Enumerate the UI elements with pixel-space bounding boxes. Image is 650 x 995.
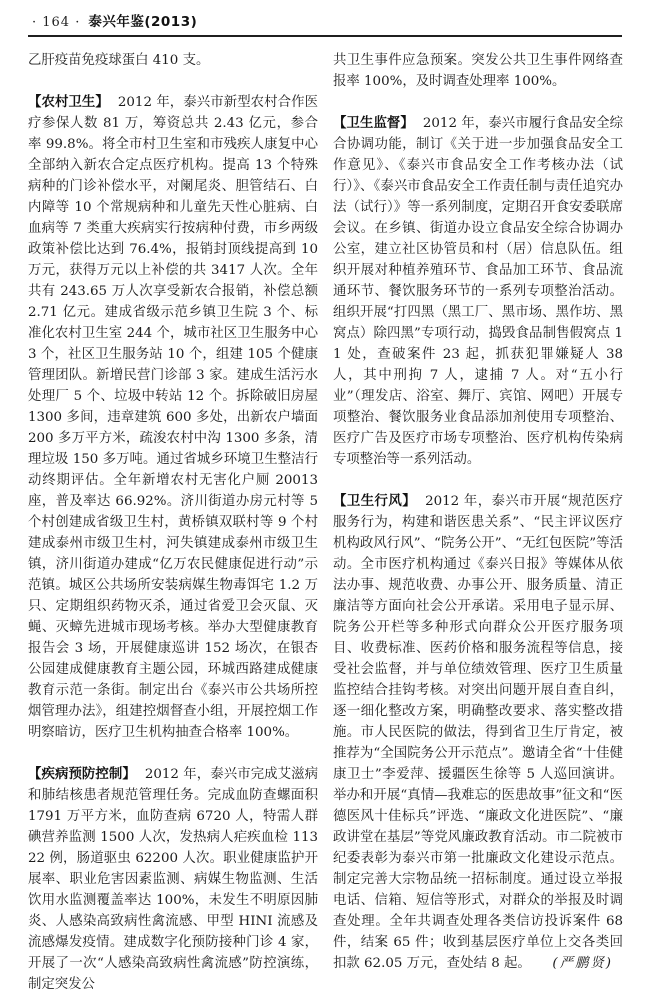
paragraph-text: 乙肝疫苗免疫球蛋白 410 支。 [28,53,210,68]
entry-title: 【卫生监督】 [333,116,414,131]
entry-text: 2012 年，泰兴市新型农村合作医疗参保人数 81 万，筹资总共 2.43 亿元，参合率 99.8%。将全市村卫生室和市残疾人康复中心全部纳入新农合定点医疗机构。提高 13 个特殊病种的门诊补偿水平，对阑尾炎、胆管结石、白内障等 10 个常规病种和儿童先天性心脏病、白血病等 7 类重大疾病实行按病种付费，市乡两级政策补偿比达到 76.4%，报销封顶线提高到 10 万元，获得万元以上补偿的共 3417 人次。全年共有 243.65 万人次享受新农合报销，补偿总额 2.71 亿元。建成省级示范乡镇卫生院 3 个、标准化农村卫生室 244 个，城市社区卫生服务中心 3 个，社区卫生服务站 10 个，组建 105 个健康管理团队。新增民营门诊部 3 家。建成生活污水处理厂 5 个、垃圾中转站 12 个。拆除破旧房屋 1300 多间，违章建筑 600 多处，出新农户墙面 200 多万平方米，疏浚农村中沟 1300 多条，清理垃圾 150 多万吨。通过省城乡环境卫生整洁行动终期评估。全年新增农村无害化户厕 20013 座，普及率达 66.92%。济川街道办房元村等 5 个村创建成省级卫生村，黄桥镇双联村等 9 个村建成泰州市级卫生村，河失镇建成泰州市级卫生镇，济川街道办建成“亿万农民健康促进行动”示范镇。城区公共场所安装病媒生物毒饵宅 1.2 万只、定期组织药物灭杀，通过省爱卫会灭鼠、灭蝇、灭蟑先进城市现场考核。举办大型健康教育报告会 3 场，开展健康巡讲 152 场次，在银杏公园建成健康教育主题公园，环城西路建成健康教育示范一条街。制定出台《泰兴市公共场所控烟管理办法》，组建控烟督查小组，开展控烟工作明察暗访，医疗卫生机构抽查合格率 100%。 [28,95,318,740]
entry-disease-prevention [28,764,318,995]
entry-health-conduct [333,491,623,974]
page-header [28,7,622,35]
entry-title: 【卫生行风】 [333,494,417,509]
entry-text: 2012 年，泰兴市完成艾滋病和肺结核患者规范管理任务。完成血防查螺面积 1791 万平方米，血防查病 6720 人，特需人群碘营养监测 1500 人次，发热病人疟疾血检 11322 例，肠道驱虫 62200 人次。职业健康监护开展率、职业危害因素监测、病媒生物监测、生活饮用水监测覆盖率达 100%，未发生不明原因肺炎、人感染高致病性禽流感、甲型 HINI 流感及流感爆发疫情。建成数字化预防接种门诊 4 家，开展了一次“人感染高致病性禽流感”防控演练，制定突发公 [28,767,319,992]
two-column-body [28,50,622,995]
paragraph-continuation [28,50,318,71]
book-title: 泰兴年鉴(2013) [88,14,198,30]
paragraph-continuation [333,50,623,92]
entry-text: 2012 年，泰兴市开展“规范医疗服务行为，构建和谐医患关系”、“民主评议医疗机构政风行风”、“院务公开”、“无红包医院”等活动。全市医疗机构通过《泰兴日报》等媒体从依法办事、规范收费、办事公开、服务质量、清正廉洁等方面向社会公开承诺。采用电子显示屏、院务公开栏等多种形式向群众公开医疗服务项目、收费标准、医药价格和服务流程等信息，接受社会监督，并与单位绩效管理、医疗卫生质量监控结合挂钩考核。对突出问题开展自查自纠，逐一细化整改方案，明确整改要求、落实整改措施。市人民医院的做法，得到省卫生厅肯定，被推荐为“全国院务公开示范点”。邀请全省“十佳健康卫士”李爱萍、援疆医生徐等 5 人巡回演讲。举办和开展“真情—我难忘的医患故事”征文和“医德医风十佳标兵”评选、“廉政文化进医院”、“廉政讲堂在基层”等党风廉政教育活动。市二院被市纪委表彰为泰兴市第一批廉政文化建设示范点。制定完善大宗物品统一招标制度。通过设立举报电话、信箱、短信等形式，对群众的举报及时调查处理。全年共调查处理各类信访投诉案件 68 件，结案 65 件；收到基层医疗单位上交各类回扣款 62.05 万元，查处结 8 起。 [333,494,624,971]
entry-rural-health [28,92,318,743]
entry-health-supervision [333,113,623,470]
page-number: · 164 · [32,15,81,30]
entry-title: 【农村卫生】 [28,95,109,110]
left-column [28,50,318,995]
entry-text: 2012 年，泰兴市履行食品安全综合协调功能，制订《关于进一步加强食品安全工作意见》、《泰兴市食品安全工作考核办法（试行）》、《泰兴市食品安全工作责任制与责任追究办法（试行）》等一系列制度，定期召开食安委联席会议。在乡镇、街道办设立食品安全综合协调办公室，建立社区协管员和村（居）信息队伍。组织开展对种植养殖环节、食品加工环节、食品流通环节、餐饮服务环节的一系列专项整治活动。组织开展“打四黑（黑工厂、黑市场、黑作坊、黑窝点）除四黑”专项行动，捣毁食品制售假窝点 11 处，查破案件 23 起，抓获犯罪嫌疑人 38 人，其中刑拘 7 人，逮捕 7 人。对“五小行业”（理发店、浴室、舞厅、宾馆、网吧）开展专项整治、餐饮服务业食品添加剂使用专项整治、医疗广告及医疗市场专项整治、医疗机构传染病专项整治等一系列活动。 [333,116,623,467]
right-column [333,50,623,995]
header-rule [28,35,622,37]
paragraph-text: 共卫生事件应急预案。突发公共卫生事件网络查报率 100%，及时调查处理率 100%。 [333,53,623,89]
entry-title: 【疾病预防控制】 [28,767,136,782]
author-signature: (严鹏贤) [552,956,613,971]
